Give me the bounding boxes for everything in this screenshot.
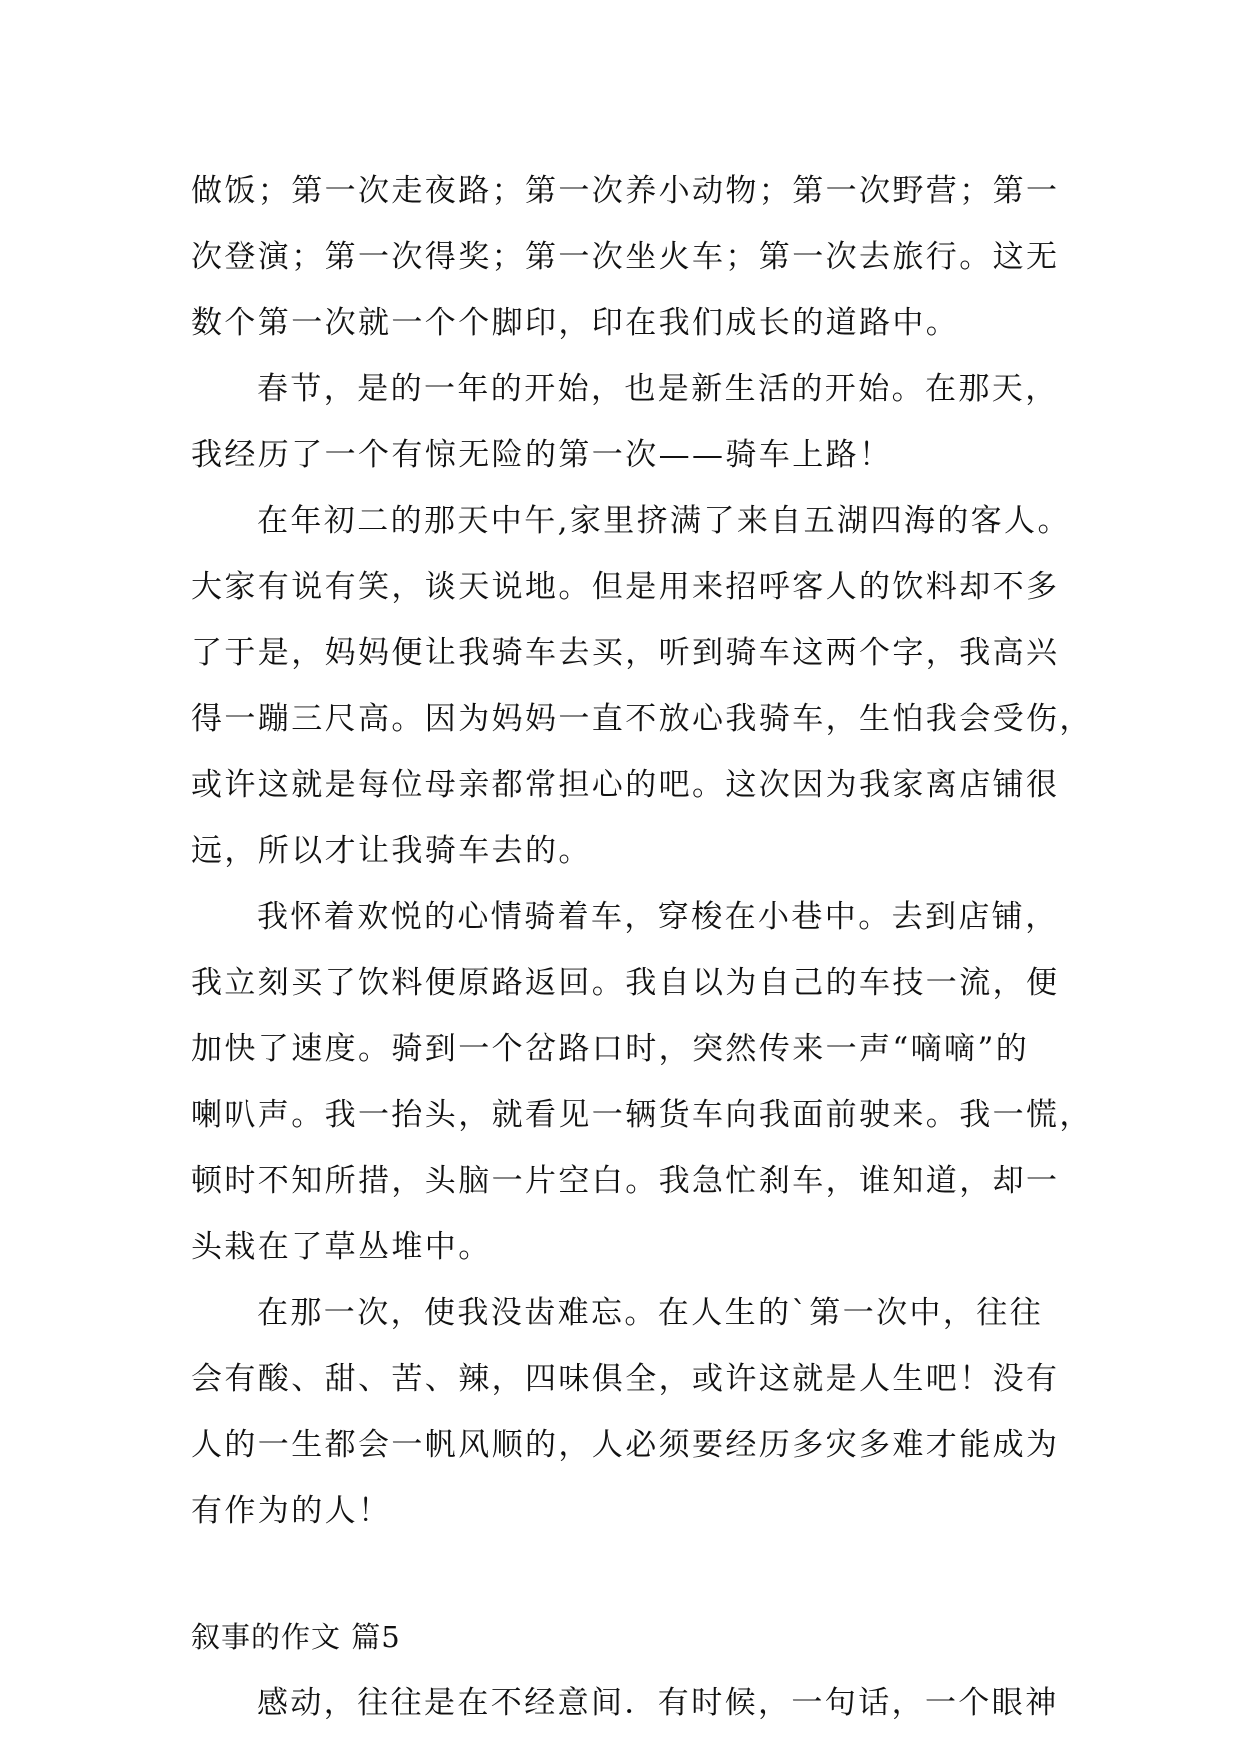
text-line: 远，所以才让我骑车去的。 xyxy=(191,833,592,869)
text-line: 人的一生都会一帆风顺的，人必须要经历多灾多难才能成为 xyxy=(191,1427,1060,1463)
text-line: 我怀着欢悦的心情骑着车，穿梭在小巷中。去到店铺， xyxy=(257,899,1059,935)
text-line: 我经历了一个有惊无险的第一次——骑车上路！ xyxy=(191,437,893,473)
text-line: 喇叭声。我一抬头，就看见一辆货车向我面前驶来。我一慌， xyxy=(191,1097,1093,1133)
document-body xyxy=(191,158,1093,1736)
text-line: 得一蹦三尺高。因为妈妈一直不放心我骑车，生怕我会受伤， xyxy=(191,701,1093,737)
text-line: 了于是，妈妈便让我骑车去买，听到骑车这两个字，我高兴 xyxy=(191,635,1060,671)
paragraph-second-day xyxy=(191,488,1093,884)
section-heading: 叙事的作文 篇5 xyxy=(191,1620,401,1654)
text-line: 数个第一次就一个个脚印，印在我们成长的道路中。 xyxy=(191,305,960,341)
section-gap xyxy=(191,1544,1059,1604)
paragraph-spring-festival xyxy=(191,356,1059,488)
text-line: 加快了速度。骑到一个岔路口时，突然传来一声“嘀嘀”的 xyxy=(191,1031,1030,1067)
text-line: 我立刻买了饮料便原路返回。我自以为自己的车技一流，便 xyxy=(191,965,1060,1001)
text-line: 春节，是的一年的开始，也是新生活的开始。在那天， xyxy=(257,371,1059,407)
text-line: 有作为的人！ xyxy=(191,1493,392,1529)
text-line: 会有酸、甜、苦、辣，四味俱全，或许这就是人生吧！没有 xyxy=(191,1361,1060,1397)
text-line: 大家有说有笑，谈天说地。但是用来招呼客人的饮料却不多 xyxy=(191,569,1060,605)
paragraph-ride xyxy=(191,884,1093,1280)
text-line: 头栽在了草丛堆中。 xyxy=(191,1229,492,1265)
paragraph-reflection xyxy=(191,1280,1059,1544)
text-line: 或许这就是每位母亲都常担心的吧。这次因为我家离店铺很 xyxy=(191,767,1060,803)
paragraph-continuation xyxy=(191,158,1059,356)
text-line: 次登演；第一次得奖；第一次坐火车；第一次去旅行。这无 xyxy=(191,239,1060,275)
text-line: 顿时不知所措，头脑一片空白。我急忙刹车，谁知道，却一 xyxy=(191,1163,1060,1199)
paragraph-next xyxy=(191,1670,1059,1736)
text-line: 做饭；第一次走夜路；第一次养小动物；第一次野营；第一 xyxy=(191,173,1060,209)
text-line: 在那一次，使我没齿难忘。在人生的`第一次中，往往 xyxy=(257,1295,1044,1331)
text-line: 感动，往往是在不经意间．有时候，一句话，一个眼神 xyxy=(257,1685,1059,1721)
text-line: 在年初二的那天中午,家里挤满了来自五湖四海的客人。 xyxy=(257,503,1071,539)
